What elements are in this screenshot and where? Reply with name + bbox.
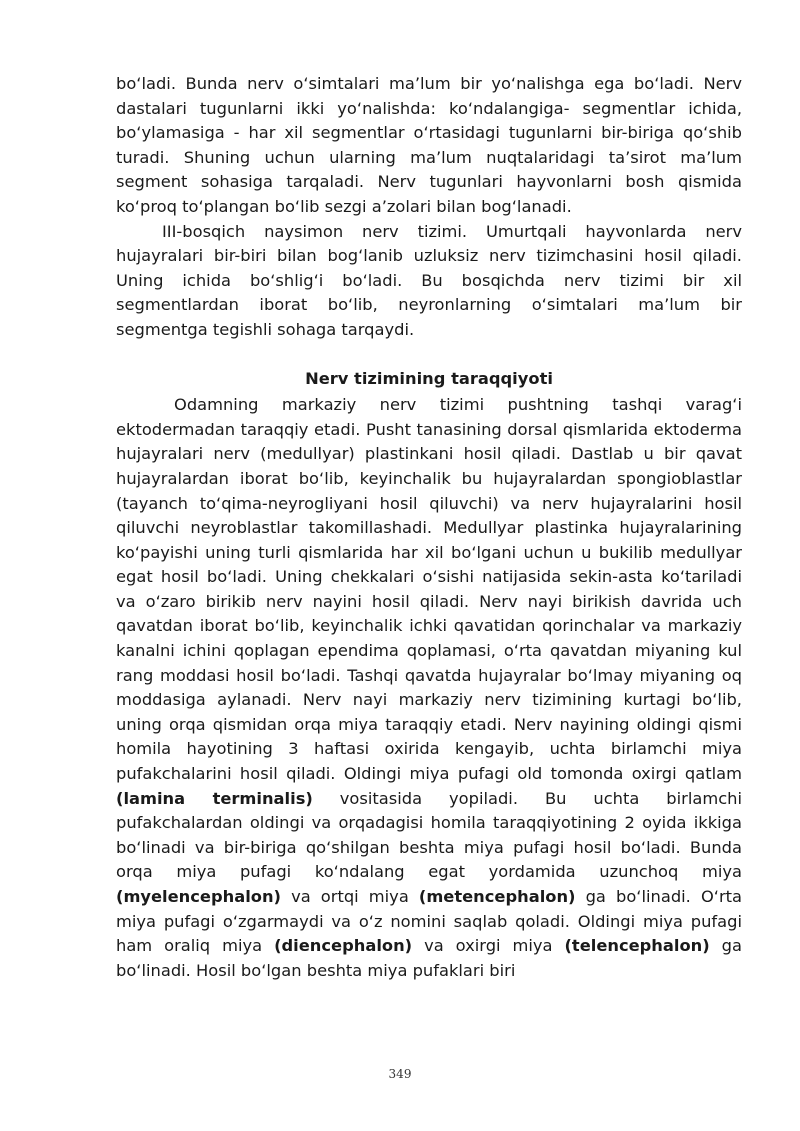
page-number: 349 [388, 1067, 412, 1081]
paragraph-3-text-1: Odamning markaziy nerv tizimi pushtning tashqi varag‘i ektodermadan taraqqiy etadi. Pusht tanasining dorsal qismlarida ektoderma hujayralari nerv (medullyar) plastinkani hosil qiladi. Dastlab u bir qavat hujayralardan iborat bo‘lib, keyinchalik bu hujayralardan spongioblastlar (tayanch to‘qima-neyrogliyani hosil qiluvchi) va nerv hujayralarini hosil qiluvchi neyroblastlar takomillashadi. Medullyar plastinka hujayralarining ko‘payishi uning turli qismlarida har xil bo‘lgani uchun u bukilib medullyar egat hosil bo‘ladi. Uning chekkalari o‘sishi natijasida sekin-asta ko‘tariladi va o‘zaro birikib nerv nayini hosil qiladi. Nerv nayi birikish davrida uch qavatdan iborat bo‘lib, keyinchalik ichki qavatidan qorinchalar va markaziy kanalni ichini qoplagan ependima qoplamasi, o‘rta qavatdan miyaning kul rang moddasi hosil bo‘ladi. Tashqi qavatda hujayralar bo‘lmay miyaning oq moddasiga aylanadi. Nerv nayi markaziy nerv tizimining kurtagi bo‘lib, uning orqa qismidan orqa miya taraqqiy etadi. Nerv nayining oldingi qismi homila hayotining 3 haftasi oxirida kengayib, uchta birlamchi miya pufakchalarini hosil qiladi. Oldingi miya pufagi old tomonda oxirgi qatlam [116, 395, 742, 784]
section-heading: Nerv tizimining taraqqiyoti [305, 368, 553, 388]
paragraph-3-text-6: ga bo‘linadi. Hosil bo‘lgan beshta miya pufaklari biri [116, 936, 742, 980]
term-lamina-terminalis: (lamina terminalis) [116, 788, 313, 808]
paragraph-1: bo‘ladi. Bunda nerv o‘simtalari ma’lum bir yo‘nalishga ega bo‘ladi. Nerv dastalari tugunlarni ikki yo‘nalishda: ko‘ndalangiga- segmentlar ichida, bo‘ylamasiga - har xil segmentlar o‘rtasidagi tugunlarni bir-biriga qo‘shib turadi. Shuning uchun ularning ma’lum nuqtalaridagi ta’sirot ma’lum segment sohasiga tarqaladi. Nerv tugunlari hayvonlarni bosh qismida ko‘proq to‘plangan bo‘lib sezgi a’zolari bilan bog‘lanadi. [116, 74, 742, 216]
paragraph-3-text-2: vositasida yopiladi. Bu uchta birlamchi pufakchalardan oldingi va orqadagisi homila taraqqiyotining 2 oyida ikkiga bo‘linadi va bir-biriga qo‘shilgan beshta miya pufagi hosil bo‘ladi. Bunda orqa miya pufagi ko‘ndalang egat yordamida uzunchoq miya [116, 788, 742, 882]
paragraph-3-text-4: ga bo‘linadi. O‘rta miya pufagi o‘zgarmaydi va o‘z nomini saqlab qoladi. Oldingi miya pufagi ham oraliq miya [116, 887, 742, 956]
term-myelencephalon: (myelencephalon) [116, 887, 281, 906]
paragraph-3 [116, 393, 742, 983]
term-telencephalon: (telencephalon) [564, 936, 710, 956]
paragraph-3-text-3: va ortqi miya [281, 887, 419, 906]
page-content [116, 72, 742, 983]
term-diencephalon: (diencephalon) [274, 936, 413, 956]
paragraph-3-text-5: va oxirgi miya [412, 936, 565, 956]
term-metencephalon: (metencephalon) [418, 887, 576, 906]
paragraph-2: III-bosqich naysimon nerv tizimi. Umurtqali hayvonlarda nerv hujayralari bir-biri bilan bog‘lanib uzluksiz nerv tizimchasini hosil qiladi. Uning ichida bo‘shlig‘i bo‘ladi. Bu bosqichda nerv tizimi bir xil segmentlardan iborat bo‘lib, neyronlarning o‘simtalari ma’lum bir segmentga tegishli sohaga tarqaydi. [116, 221, 742, 339]
